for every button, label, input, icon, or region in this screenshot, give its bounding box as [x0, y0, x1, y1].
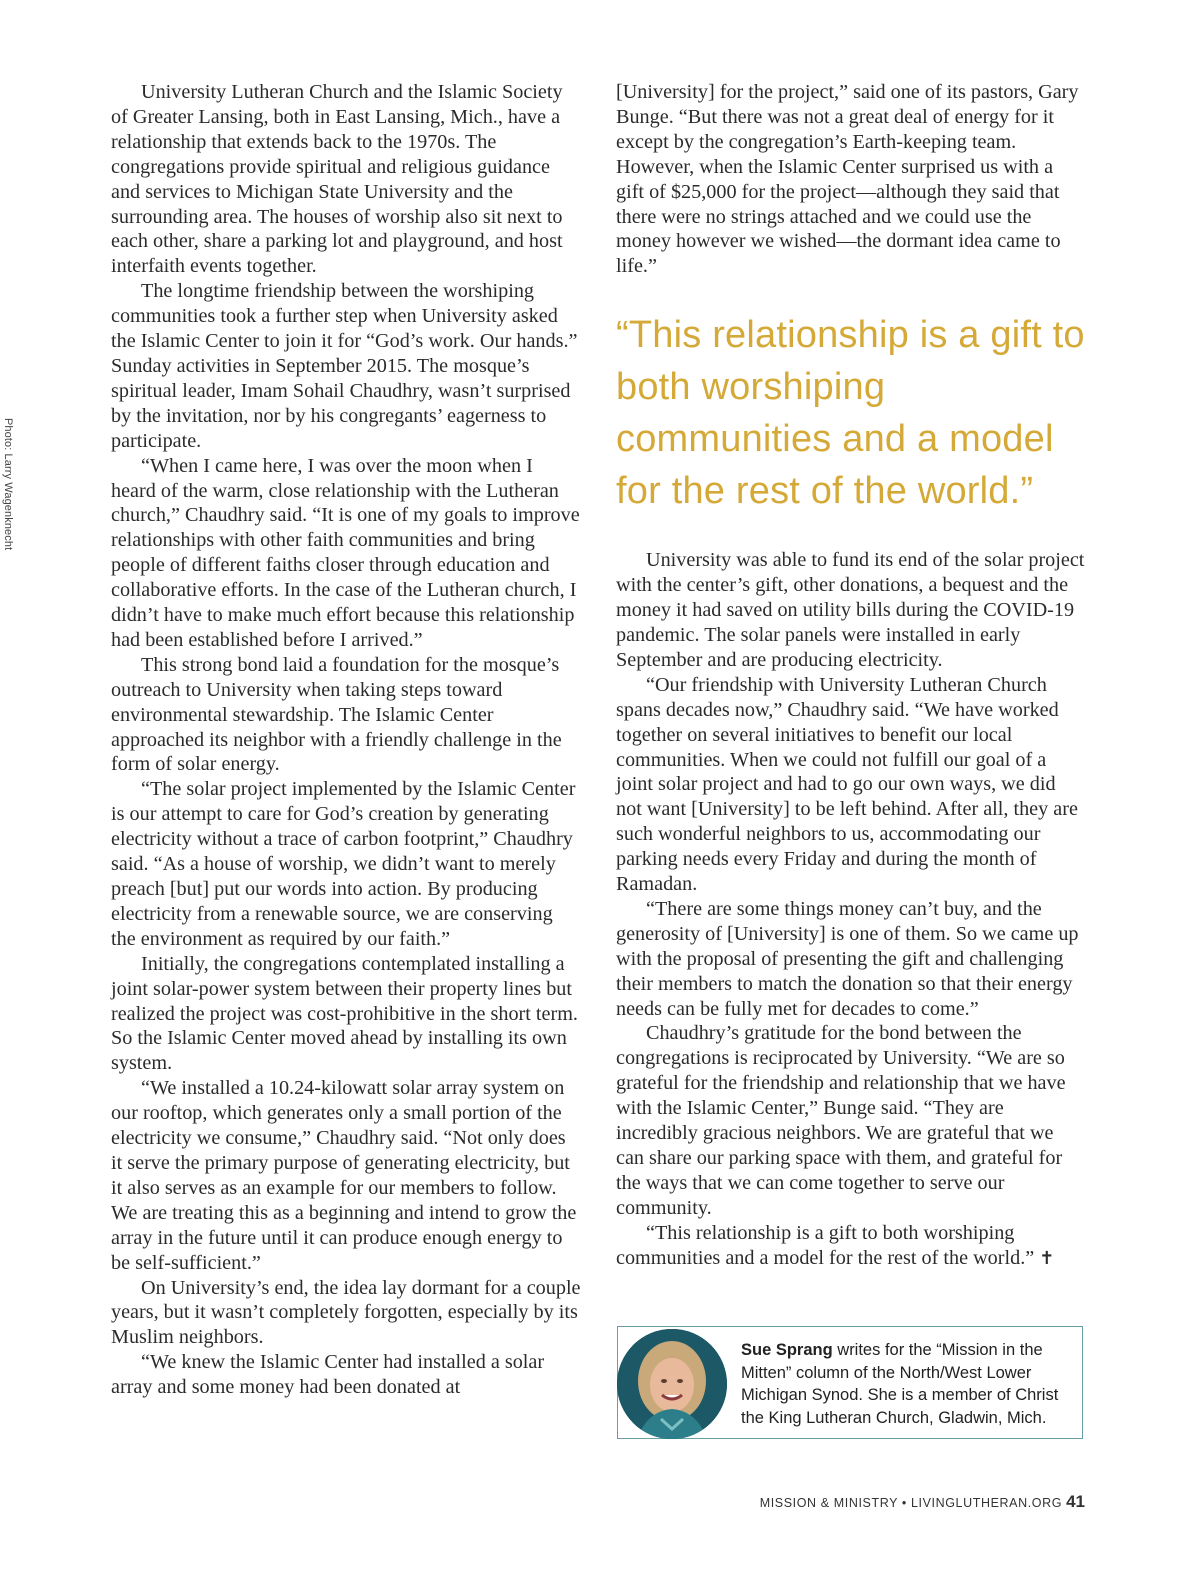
paragraph: On University’s end, the idea lay dormant for a couple years, but it wasn’t completely forgotten, especially by its Muslim neighbors.	[111, 1276, 581, 1349]
paragraph: “Our friendship with University Lutheran Church spans decades now,” Chaudhry said. “We have worked together on several initiatives to benefit our local communities. When we could not fulfill our goal of a joint solar project and had to go our own ways, we did not want [University] to be left behind. After all, they are such wonderful neighbors to us, accommodating our parking needs every Friday and during the month of Ramadan.	[616, 673, 1078, 896]
page-footer	[760, 1492, 1085, 1512]
paragraph: University Lutheran Church and the Islamic Society of Greater Lansing, both in East Lansing, Mich., have a relationship that extends back to the 1970s. The congregations provide spiritual and religious guidance and services to Michigan State University and the surrounding area. The houses of worship also sit next to each other, share a parking lot and playground, and host interfaith events together.	[111, 81, 563, 278]
paragraph-continued: [University] for the project,” said one of its pastors, Gary Bunge. “But there was not a great deal of energy for it except by the congregation’s Earth-keeping team. However, when the Islamic Center surprised us with a gift of $25,000 for the project—although they said that there were no strings attached and we could use the money however we wished—the dormant idea came to life.”	[616, 81, 1079, 278]
paragraph: This strong bond laid a foundation for the mosque’s outreach to University when taking steps toward environmental stewardship. The Islamic Center approached its neighbor with a friendly challenge in the form of solar energy.	[111, 653, 562, 776]
paragraph: “There are some things money can’t buy, and the generosity of [University] is one of them. So we came up with the proposal of presenting the gift and challenging their members to match the donation so that their energy needs can be fully met for decades to come.”	[616, 897, 1079, 1020]
photo-credit: Photo: Larry Wagenknecht	[2, 418, 14, 551]
author-photo	[617, 1329, 727, 1439]
author-portrait-icon	[617, 1329, 727, 1439]
paragraph: “We installed a 10.24-kilowatt solar array system on our rooftop, which generates only a small portion of the electricity we consume,” Chaudhry said. “Not only does it serve the primary purpose of generating electricity, but it also serves as an example for our members to follow. We are treating this as a beginning and intend to grow the array in the future until it can produce enough energy to be self-sufficient.”	[111, 1077, 577, 1274]
paragraph: “When I came here, I was over the moon when I heard of the warm, close relationship with the Lutheran church,” Chaudhry said. “It is one of my goals to improve relationships with other faith communities and bring people of different faiths closer through education and collaborative efforts. In the case of the Lutheran church, I didn’t have to make much effort because this relationship had been established before I arrived.”	[111, 454, 580, 651]
paragraph: Chaudhry’s gratitude for the bond between the congregations is reciprocated by University. “We are so grateful for the friendship and relationship that we have with the Islamic Center,” Bunge said. “They are incredibly gracious neighbors. We are grateful that we can share our parking space with them, and grateful for the ways that we can come together to serve our community.	[616, 1022, 1066, 1219]
final-paragraph	[616, 1221, 1086, 1272]
page-number: 41	[1066, 1492, 1085, 1511]
paragraph: University was able to fund its end of the solar project with the center’s gift, other donations, a bequest and the money it had saved on utility bills during the COVID-19 pandemic. The solar panels were installed in early September and are producing electricity.	[616, 549, 1085, 671]
footer-section: MISSION & MINISTRY • LIVINGLUTHERAN.ORG	[759, 1496, 1063, 1510]
paragraph: The longtime friendship between the worshiping communities took a further step when University asked the Islamic Center to join it for “God’s work. Our hands.” Sunday activities in September 2015. The mosque’s spiritual leader, Imam Sohail Chaudhry, wasn’t surprised by the invitation, nor by his congregants’ eagerness to participate.	[111, 280, 578, 452]
left-column	[111, 80, 581, 1400]
paragraph: “We knew the Islamic Center had installed a solar array and some money had been donated at	[111, 1351, 545, 1399]
cross-icon: ✝	[1039, 1247, 1055, 1269]
right-column	[616, 80, 1086, 1272]
author-bio-text: writes for the “Mission in the Mitten” column of the North/West Lower Michigan Synod. She is a member of Christ the King Lutheran Church, Gladwin, Mich.	[741, 1341, 1059, 1427]
paragraph: Initially, the congregations contemplated installing a joint solar-power system between their property lines but realized the project was cost-prohibitive in the short term. So the Islamic Center moved ahead by installing its own system.	[111, 952, 578, 1075]
pull-quote: “This relationship is a gift to both worshiping communities and a model for the rest of the world.”	[616, 314, 1085, 513]
paragraph: “The solar project implemented by the Islamic Center is our attempt to care for God’s creation by generating electricity without a trace of carbon footprint,” Chaudhry said. “As a house of worship, we didn’t want to merely preach [but] put our words into action. By producing electricity from a renewable source, we are conserving the environment as required by our faith.”	[111, 778, 576, 950]
author-bio	[741, 1339, 1076, 1429]
author-name: Sue Sprang	[741, 1341, 833, 1359]
final-paragraph-text: “This relationship is a gift to both worshiping communities and a model for the rest of the world.”	[616, 1221, 1035, 1269]
author-bio-box	[617, 1326, 1083, 1439]
